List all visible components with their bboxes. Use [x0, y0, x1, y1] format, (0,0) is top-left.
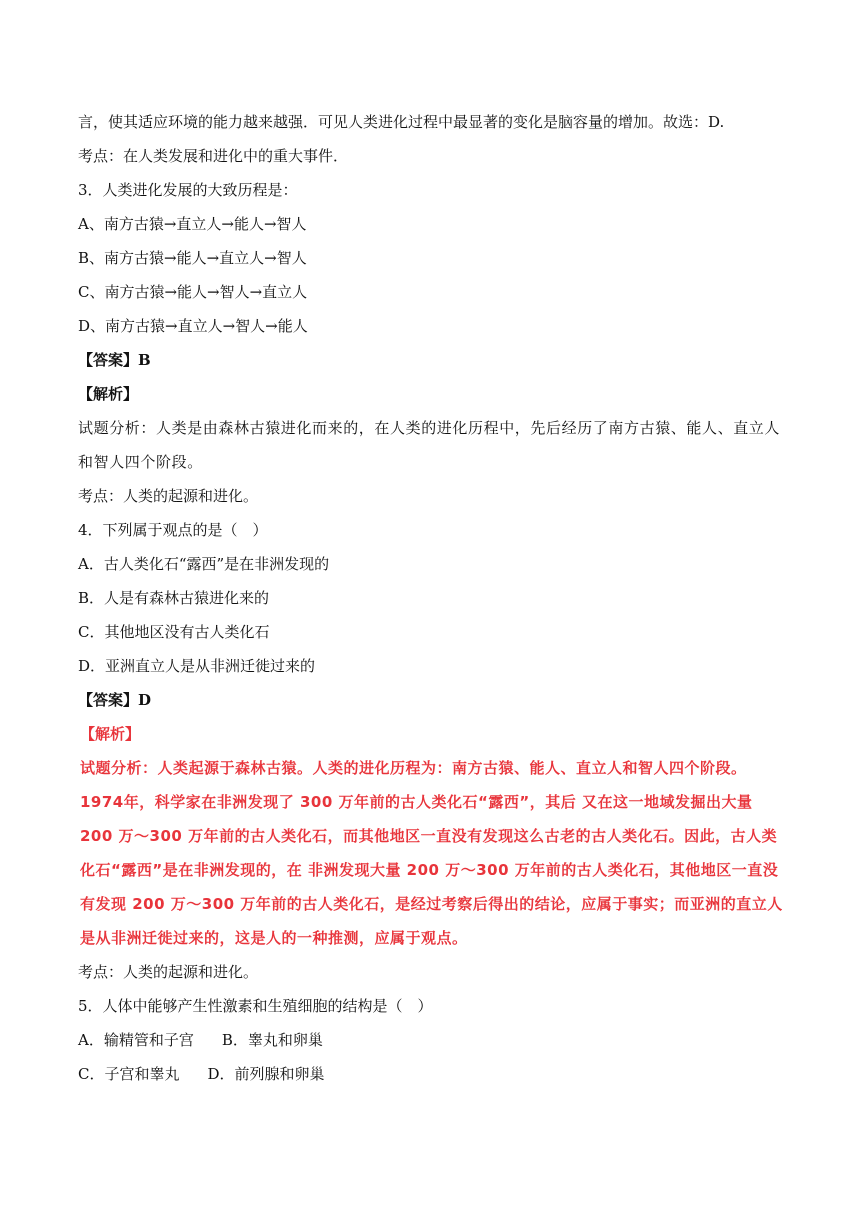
analysis-text: 试题分析：人类起源于森林古猿。人类的进化历程为：南方古猿、能人、直立人和智人四个阶段。1974年，科学家在非洲发现了 300 万年前的古人类化石“露西”，其后 又在这一地域发掘出大量 200 万～300 万年前的古人类化石，而其他地区一直没有发现这么古老的古人类化石。因此，古人类化石“露西”是在非洲发现的，在 非洲发现大量 200 万～300 万年前的古人类化石，其他地区一直没有发现 200 万～300 万年前的古人类化石，是经过考察后得出的结论，应属于事实；而亚洲的直立人是从非洲迁徙过来的，这是人的一种推测，应属于观点。	[80, 759, 783, 947]
option-a: A．输精管和子宫	[78, 1031, 194, 1049]
document-page	[78, 105, 790, 1091]
question-stem: 3．人类进化发展的大致历程是：	[78, 181, 298, 199]
option-c: C．其他地区没有古人类化石	[78, 623, 270, 641]
question-4	[78, 513, 790, 989]
option-c: C．子宫和睾丸	[78, 1065, 180, 1083]
answer: 【答案】D	[78, 691, 152, 709]
answer: 【答案】B	[78, 351, 151, 369]
option-b: B．人是有森林古猿进化来的	[78, 589, 270, 607]
analysis-title: 【解析】	[80, 725, 141, 743]
question-stem: 4．下列属于观点的是（ ）	[78, 521, 268, 539]
option-b: B、南方古猿→能人→直立人→智人	[78, 249, 307, 267]
analysis-block	[80, 717, 790, 955]
option-c: C、南方古猿→能人→智人→直立人	[78, 283, 308, 301]
text-line: 言，使其适应环境的能力越来越强．可见人类进化过程中最显著的变化是脑容量的增加。故选：D.	[78, 113, 725, 131]
question-stem: 5．人体中能够产生性激素和生殖细胞的结构是（ ）	[78, 997, 433, 1015]
option-d: D．亚洲直立人是从非洲迁徙过来的	[78, 657, 316, 675]
knowledge-point: 考点：人类的起源和进化。	[78, 963, 259, 981]
analysis-text: 试题分析：人类是由森林古猿进化而来的，在人类的进化历程中，先后经历了南方古猿、能人、直立人和智人四个阶段。	[78, 419, 781, 471]
option-a: A、南方古猿→直立人→能人→智人	[78, 215, 307, 233]
analysis-title: 【解析】	[78, 385, 139, 403]
question-5	[78, 989, 790, 1091]
question-3	[78, 173, 790, 513]
option-b: B．睾丸和卵巢	[221, 1031, 323, 1049]
knowledge-point: 考点：在人类发展和进化中的重大事件．	[78, 147, 349, 165]
options-row-1	[78, 1023, 790, 1057]
option-d: D、南方古猿→直立人→智人→能人	[78, 317, 308, 335]
knowledge-point: 考点：人类的起源和进化。	[78, 487, 259, 505]
option-d: D．前列腺和卵巢	[207, 1065, 325, 1083]
option-a: A．古人类化石“露西”是在非洲发现的	[78, 555, 330, 573]
options-row-2	[78, 1057, 790, 1091]
